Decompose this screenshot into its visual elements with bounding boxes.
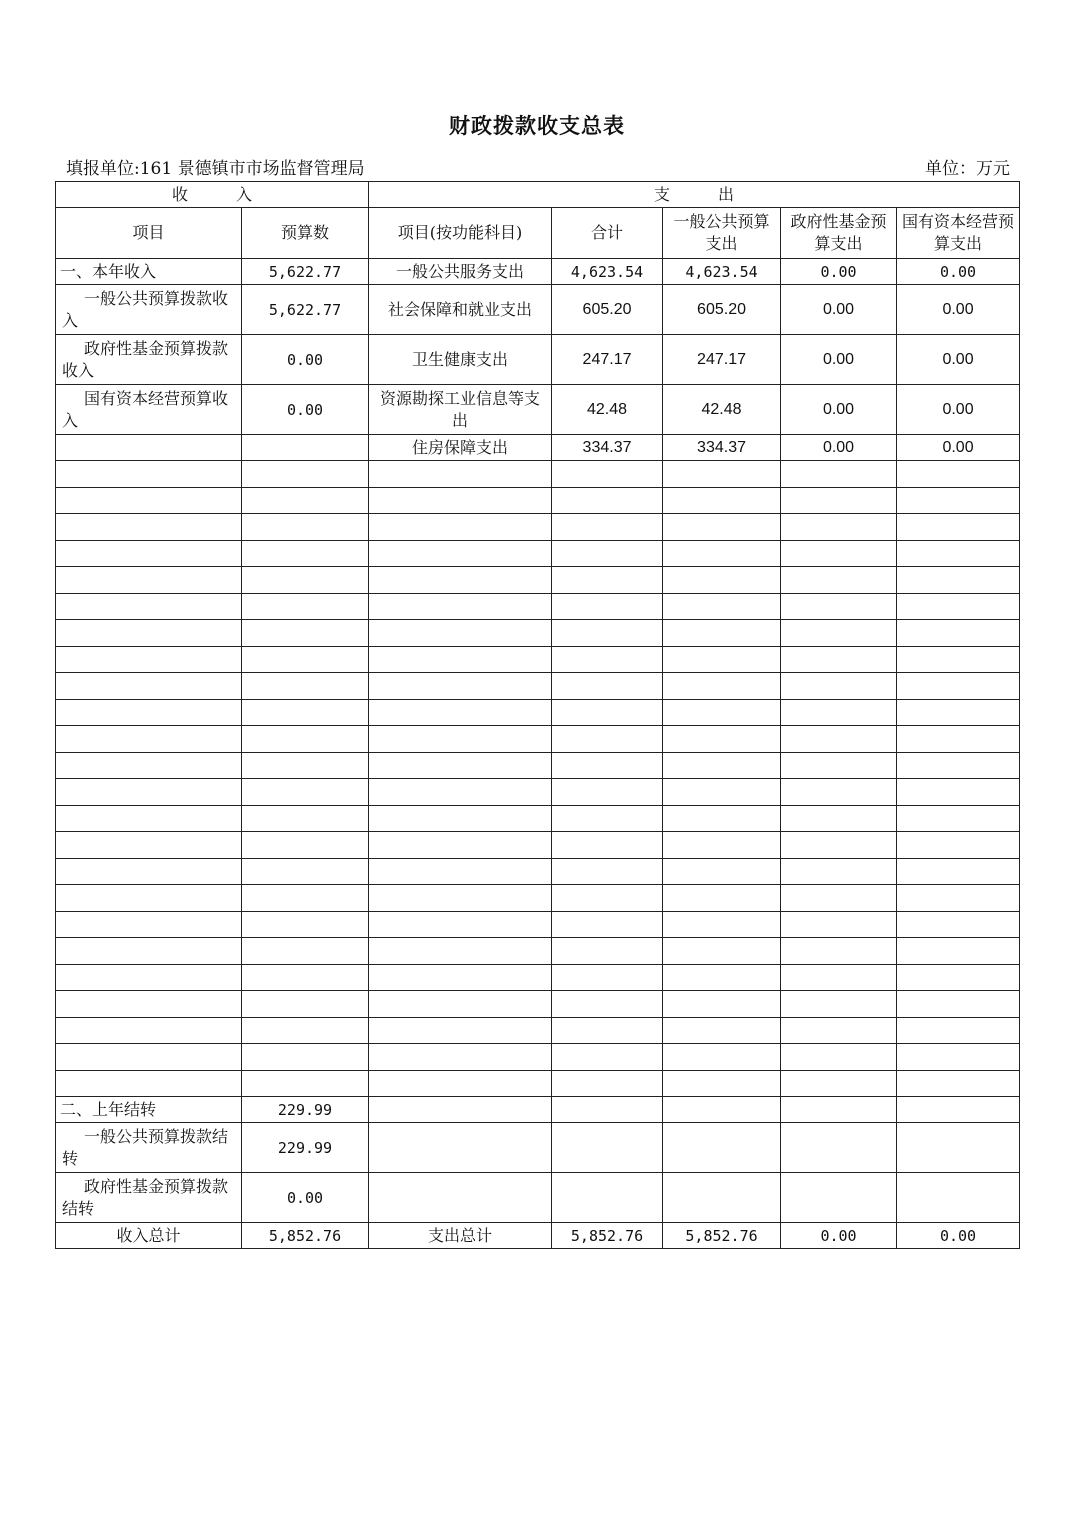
empty-cell (663, 885, 781, 912)
empty-cell (56, 858, 242, 885)
empty-cell (781, 858, 897, 885)
empty-cell (56, 752, 242, 779)
income-item: 政府性基金预算拨款收入 (56, 335, 242, 385)
table-row (56, 285, 1020, 335)
empty-cell (242, 991, 369, 1018)
empty-cell (56, 726, 242, 753)
empty-cell (781, 646, 897, 673)
income-item: 一般公共预算拨款收入 (56, 285, 242, 335)
empty-cell (897, 540, 1020, 567)
empty-row (56, 726, 1020, 753)
empty-cell (242, 514, 369, 541)
income-total-label: 收入总计 (56, 1223, 242, 1249)
empty-cell (369, 646, 552, 673)
empty-cell (369, 699, 552, 726)
empty-cell (663, 540, 781, 567)
empty-cell (552, 620, 663, 647)
empty-cell (781, 885, 897, 912)
empty-row (56, 964, 1020, 991)
empty-cell (56, 593, 242, 620)
empty-cell (56, 487, 242, 514)
empty-cell (242, 567, 369, 594)
expense-total: 4,623.54 (552, 259, 663, 285)
empty-cell (56, 805, 242, 832)
empty-cell (897, 832, 1020, 859)
empty-cell (242, 1044, 369, 1071)
expense-total-amount: 5,852.76 (552, 1223, 663, 1249)
empty-cell (781, 726, 897, 753)
expense-fund-total: 0.00 (781, 1223, 897, 1249)
empty-cell (897, 699, 1020, 726)
expense-total-label: 支出总计 (369, 1223, 552, 1249)
empty-cell (552, 726, 663, 753)
empty-cell (56, 540, 242, 567)
empty-row (56, 461, 1020, 488)
empty-cell (242, 699, 369, 726)
empty-cell (663, 805, 781, 832)
empty-cell (56, 461, 242, 488)
empty-cell (663, 938, 781, 965)
empty-cell (781, 487, 897, 514)
empty-row (56, 1044, 1020, 1071)
budget-summary-table (55, 181, 1020, 1249)
expense-capital-total: 0.00 (897, 1223, 1020, 1249)
empty-cell (242, 858, 369, 885)
empty-cell (242, 461, 369, 488)
empty-cell (897, 567, 1020, 594)
empty-cell (781, 832, 897, 859)
empty-cell (663, 752, 781, 779)
empty-cell (663, 1017, 781, 1044)
empty-cell (897, 1017, 1020, 1044)
empty-cell (552, 938, 663, 965)
table-row (56, 335, 1020, 385)
empty-cell (897, 487, 1020, 514)
table-row (56, 259, 1020, 285)
empty-cell (781, 1044, 897, 1071)
empty-row (56, 673, 1020, 700)
empty-cell (552, 461, 663, 488)
empty-cell (242, 540, 369, 567)
empty-cell (897, 646, 1020, 673)
empty-cell (369, 1044, 552, 1071)
empty-cell (552, 1070, 663, 1097)
empty-cell (897, 673, 1020, 700)
carryover-item: 一般公共预算拨款结转 (56, 1123, 242, 1173)
expense-fund: 0.00 (781, 285, 897, 335)
empty-cell (369, 620, 552, 647)
expense-general-total: 5,852.76 (663, 1223, 781, 1249)
empty-cell (897, 805, 1020, 832)
empty-cell (663, 646, 781, 673)
expense-general: 42.48 (663, 385, 781, 435)
empty-cell (552, 673, 663, 700)
empty-cell (369, 911, 552, 938)
expense-item: 一般公共服务支出 (369, 259, 552, 285)
empty-cell (242, 805, 369, 832)
empty-cell (781, 1017, 897, 1044)
col-header-total: 合计 (552, 208, 663, 259)
empty-cell (781, 991, 897, 1018)
expense-total: 334.37 (552, 435, 663, 461)
empty-cell (897, 858, 1020, 885)
empty-cell (552, 487, 663, 514)
expense-total: 247.17 (552, 335, 663, 385)
expense-total: 605.20 (552, 285, 663, 335)
income-amount: 5,622.77 (242, 285, 369, 335)
empty-row (56, 646, 1020, 673)
empty-cell (56, 885, 242, 912)
empty-cell (781, 699, 897, 726)
empty-cell (897, 991, 1020, 1018)
col-header-general-budget: 一般公共预算支出 (663, 208, 781, 259)
empty-cell (897, 938, 1020, 965)
empty-row (56, 805, 1020, 832)
empty-cell (552, 593, 663, 620)
empty-cell (781, 805, 897, 832)
empty-cell (242, 593, 369, 620)
expense-capital: 0.00 (897, 285, 1020, 335)
empty-cell (369, 858, 552, 885)
empty-cell (663, 832, 781, 859)
empty-cell (663, 911, 781, 938)
empty-cell (56, 567, 242, 594)
empty-cell (897, 1173, 1020, 1223)
empty-cell (663, 699, 781, 726)
income-amount: 5,622.77 (242, 259, 369, 285)
empty-cell (56, 673, 242, 700)
empty-cell (781, 1070, 897, 1097)
empty-cell (369, 726, 552, 753)
empty-row (56, 593, 1020, 620)
empty-cell (369, 991, 552, 1018)
empty-cell (369, 938, 552, 965)
empty-cell (56, 832, 242, 859)
empty-cell (552, 805, 663, 832)
empty-row (56, 620, 1020, 647)
empty-cell (897, 1097, 1020, 1123)
empty-cell (242, 726, 369, 753)
empty-cell (552, 1017, 663, 1044)
empty-cell (663, 779, 781, 806)
empty-cell (663, 673, 781, 700)
expense-item: 住房保障支出 (369, 435, 552, 461)
expense-capital: 0.00 (897, 335, 1020, 385)
col-header-function-item: 项目(按功能科目) (369, 208, 552, 259)
empty-cell (369, 1173, 552, 1223)
empty-cell (552, 1173, 663, 1223)
empty-cell (552, 779, 663, 806)
empty-row (56, 885, 1020, 912)
expense-general: 4,623.54 (663, 259, 781, 285)
table-row (56, 1173, 1020, 1223)
table-row (56, 1123, 1020, 1173)
income-amount: 0.00 (242, 335, 369, 385)
empty-cell (781, 673, 897, 700)
empty-cell (897, 593, 1020, 620)
expense-fund: 0.00 (781, 259, 897, 285)
empty-cell (552, 885, 663, 912)
empty-cell (552, 646, 663, 673)
empty-cell (552, 540, 663, 567)
empty-cell (552, 964, 663, 991)
empty-cell (781, 540, 897, 567)
expense-item: 资源勘探工业信息等支出 (369, 385, 552, 435)
empty-row (56, 1070, 1020, 1097)
empty-cell (781, 593, 897, 620)
table-row (56, 435, 1020, 461)
expense-general: 334.37 (663, 435, 781, 461)
empty-cell (552, 752, 663, 779)
empty-cell (663, 487, 781, 514)
empty-cell (897, 752, 1020, 779)
empty-cell (663, 567, 781, 594)
empty-cell (897, 964, 1020, 991)
empty-cell (369, 1097, 552, 1123)
empty-row (56, 540, 1020, 567)
table-row (56, 1097, 1020, 1123)
empty-cell (897, 1044, 1020, 1071)
empty-cell (369, 540, 552, 567)
expense-fund: 0.00 (781, 435, 897, 461)
blank-rows-group (56, 461, 1020, 1097)
empty-cell (663, 1044, 781, 1071)
empty-cell (663, 726, 781, 753)
carryover-item: 政府性基金预算拨款结转 (56, 1173, 242, 1223)
empty-cell (897, 514, 1020, 541)
empty-cell (781, 779, 897, 806)
empty-cell (242, 779, 369, 806)
empty-cell (369, 885, 552, 912)
empty-cell (369, 832, 552, 859)
empty-cell (781, 514, 897, 541)
income-amount (242, 435, 369, 461)
empty-cell (897, 726, 1020, 753)
empty-cell (552, 567, 663, 594)
col-header-item: 项目 (56, 208, 242, 259)
empty-cell (56, 646, 242, 673)
empty-cell (56, 620, 242, 647)
page-title: 财政拨款收支总表 (449, 113, 625, 138)
empty-cell (56, 938, 242, 965)
empty-cell (663, 1173, 781, 1223)
empty-cell (242, 964, 369, 991)
expense-item: 卫生健康支出 (369, 335, 552, 385)
empty-cell (781, 752, 897, 779)
income-total-amount: 5,852.76 (242, 1223, 369, 1249)
empty-cell (552, 911, 663, 938)
empty-cell (781, 1097, 897, 1123)
empty-row (56, 487, 1020, 514)
empty-cell (56, 991, 242, 1018)
carryover-amount: 229.99 (242, 1123, 369, 1173)
empty-cell (369, 805, 552, 832)
empty-cell (552, 514, 663, 541)
empty-cell (242, 1017, 369, 1044)
empty-cell (663, 514, 781, 541)
empty-cell (242, 752, 369, 779)
empty-cell (897, 911, 1020, 938)
carryover-item: 二、上年结转 (56, 1097, 242, 1123)
empty-cell (663, 593, 781, 620)
empty-cell (552, 1097, 663, 1123)
col-header-budget: 预算数 (242, 208, 369, 259)
income-item (56, 435, 242, 461)
empty-cell (56, 779, 242, 806)
empty-cell (56, 1044, 242, 1071)
empty-cell (242, 646, 369, 673)
empty-cell (663, 858, 781, 885)
col-header-state-capital: 国有资本经营预算支出 (897, 208, 1020, 259)
carryover-amount: 0.00 (242, 1173, 369, 1223)
empty-cell (242, 885, 369, 912)
empty-cell (369, 514, 552, 541)
empty-cell (242, 620, 369, 647)
empty-cell (781, 911, 897, 938)
empty-cell (897, 779, 1020, 806)
empty-cell (781, 567, 897, 594)
expense-capital: 0.00 (897, 385, 1020, 435)
empty-cell (369, 673, 552, 700)
empty-cell (897, 885, 1020, 912)
empty-row (56, 514, 1020, 541)
empty-row (56, 991, 1020, 1018)
empty-cell (242, 832, 369, 859)
empty-cell (663, 620, 781, 647)
empty-cell (781, 620, 897, 647)
empty-row (56, 832, 1020, 859)
expense-section-header: 支 出 (369, 182, 1020, 208)
empty-cell (897, 1123, 1020, 1173)
reporting-unit: 填报单位:161 景德镇市市场监督管理局 (66, 159, 365, 179)
expense-fund: 0.00 (781, 335, 897, 385)
empty-cell (369, 1017, 552, 1044)
empty-cell (552, 699, 663, 726)
empty-cell (781, 964, 897, 991)
empty-cell (552, 858, 663, 885)
empty-cell (56, 699, 242, 726)
empty-cell (242, 487, 369, 514)
expense-item: 社会保障和就业支出 (369, 285, 552, 335)
currency-unit: 单位：万元 (925, 159, 1010, 179)
expense-capital: 0.00 (897, 435, 1020, 461)
empty-cell (897, 1070, 1020, 1097)
income-item: 一、本年收入 (56, 259, 242, 285)
empty-row (56, 779, 1020, 806)
empty-cell (369, 487, 552, 514)
empty-cell (663, 1070, 781, 1097)
empty-cell (781, 461, 897, 488)
empty-cell (897, 461, 1020, 488)
empty-cell (242, 1070, 369, 1097)
empty-cell (56, 1070, 242, 1097)
empty-row (56, 938, 1020, 965)
expense-total: 42.48 (552, 385, 663, 435)
empty-row (56, 1017, 1020, 1044)
income-section-header: 收 入 (56, 182, 369, 208)
empty-cell (552, 1123, 663, 1173)
empty-cell (369, 1070, 552, 1097)
empty-cell (781, 1173, 897, 1223)
empty-cell (663, 991, 781, 1018)
empty-cell (369, 1123, 552, 1173)
empty-cell (56, 964, 242, 991)
empty-cell (56, 911, 242, 938)
empty-cell (369, 779, 552, 806)
empty-cell (663, 964, 781, 991)
table-row (56, 385, 1020, 435)
empty-cell (781, 938, 897, 965)
expense-general: 247.17 (663, 335, 781, 385)
empty-cell (552, 832, 663, 859)
empty-cell (369, 461, 552, 488)
empty-cell (242, 673, 369, 700)
carryover-amount: 229.99 (242, 1097, 369, 1123)
empty-cell (242, 911, 369, 938)
empty-row (56, 567, 1020, 594)
empty-cell (897, 620, 1020, 647)
expense-fund: 0.00 (781, 385, 897, 435)
empty-cell (369, 964, 552, 991)
empty-cell (369, 567, 552, 594)
empty-cell (552, 991, 663, 1018)
empty-cell (56, 514, 242, 541)
expense-general: 605.20 (663, 285, 781, 335)
empty-cell (663, 461, 781, 488)
totals-row (56, 1223, 1020, 1249)
empty-cell (242, 938, 369, 965)
empty-row (56, 752, 1020, 779)
empty-row (56, 858, 1020, 885)
empty-cell (663, 1097, 781, 1123)
empty-cell (56, 1017, 242, 1044)
income-item: 国有资本经营预算收入 (56, 385, 242, 435)
col-header-fund-budget: 政府性基金预算支出 (781, 208, 897, 259)
empty-cell (552, 1044, 663, 1071)
expense-capital: 0.00 (897, 259, 1020, 285)
empty-row (56, 911, 1020, 938)
empty-cell (369, 593, 552, 620)
empty-row (56, 699, 1020, 726)
empty-cell (781, 1123, 897, 1173)
income-amount: 0.00 (242, 385, 369, 435)
empty-cell (369, 752, 552, 779)
empty-cell (663, 1123, 781, 1173)
